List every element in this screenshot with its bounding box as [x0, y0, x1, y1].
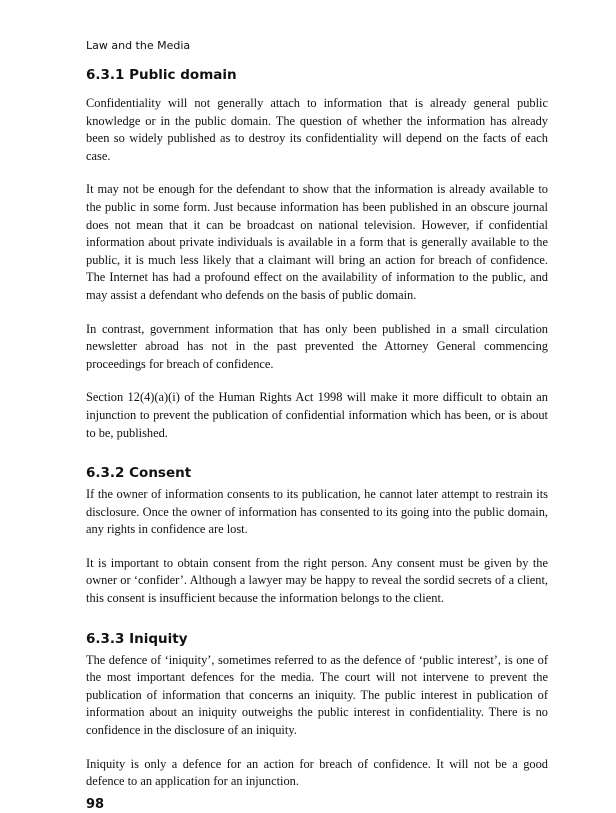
paragraph: Iniquity is only a defence for an action for breach of confidence. It will not be a good defence to an application for an injunction. [86, 756, 548, 789]
section-heading: 6.3.2 Consent [86, 465, 192, 482]
section-iniquity [86, 630, 548, 791]
paragraph: It is important to obtain consent from the right person. Any consent must be given by the owner or ‘confider’. Although a lawyer may be happy to reveal the sordid secrets of a client, this consent is insufficient because the information belongs to the client. [86, 555, 548, 606]
paragraph: It may not be enough for the defendant to show that the information is already available to the public in some form. Just because information has been published in an obscure journal does not mean that it can be broadcast on national television. However, if confidential information about private individuals is available in a form that is generally available to the public, it is much less likely that a claimant will bring an action for breach of confidence. The Internet has had a profound effect on the availability of information to the public, and may assist a defendant who defends on the basis of public domain. [86, 182, 548, 302]
paragraph: In contrast, government information that has only been published in a small circulation newsletter abroad has not in the past prevented the Attorney General commencing proceedings for breach of confidence. [86, 321, 548, 371]
section-heading: 6.3.1 Public domain [86, 67, 237, 83]
paragraph: Confidentiality will not generally attach to information that is already general public knowledge or in the public domain. The question of whether the information has already been so widely published as to destroy its confidentiality will depend on the facts of each case. [86, 96, 548, 163]
paragraph: If the owner of information consents to its publication, he cannot later attempt to restrain its disclosure. Once the owner of information has consented to its going into the public domain, any rights in confidence are lost. [86, 487, 548, 537]
running-head: Law and the Media [86, 39, 191, 52]
page-number: 98 [86, 796, 105, 812]
section-heading: 6.3.3 Iniquity [86, 630, 188, 647]
paragraph: Section 12(4)(a)(i) of the Human Rights Act 1998 will make it more difficult to obtain an injunction to prevent the publication of confidential information which has been, or is about to be, published. [86, 390, 548, 440]
section-consent [86, 464, 548, 608]
paragraph: The defence of ‘iniquity’, sometimes referred to as the defence of ‘public interest’, is one of the most important defences for the media. The court will not intervene to prevent the publication of information that concerns an iniquity. The public interest in publication of information about an iniquity outweighs the public interest in confidentiality. There is no confidence in the disclosure of an iniquity. [86, 652, 548, 738]
book-page [86, 38, 548, 813]
section-public-domain [86, 66, 548, 442]
